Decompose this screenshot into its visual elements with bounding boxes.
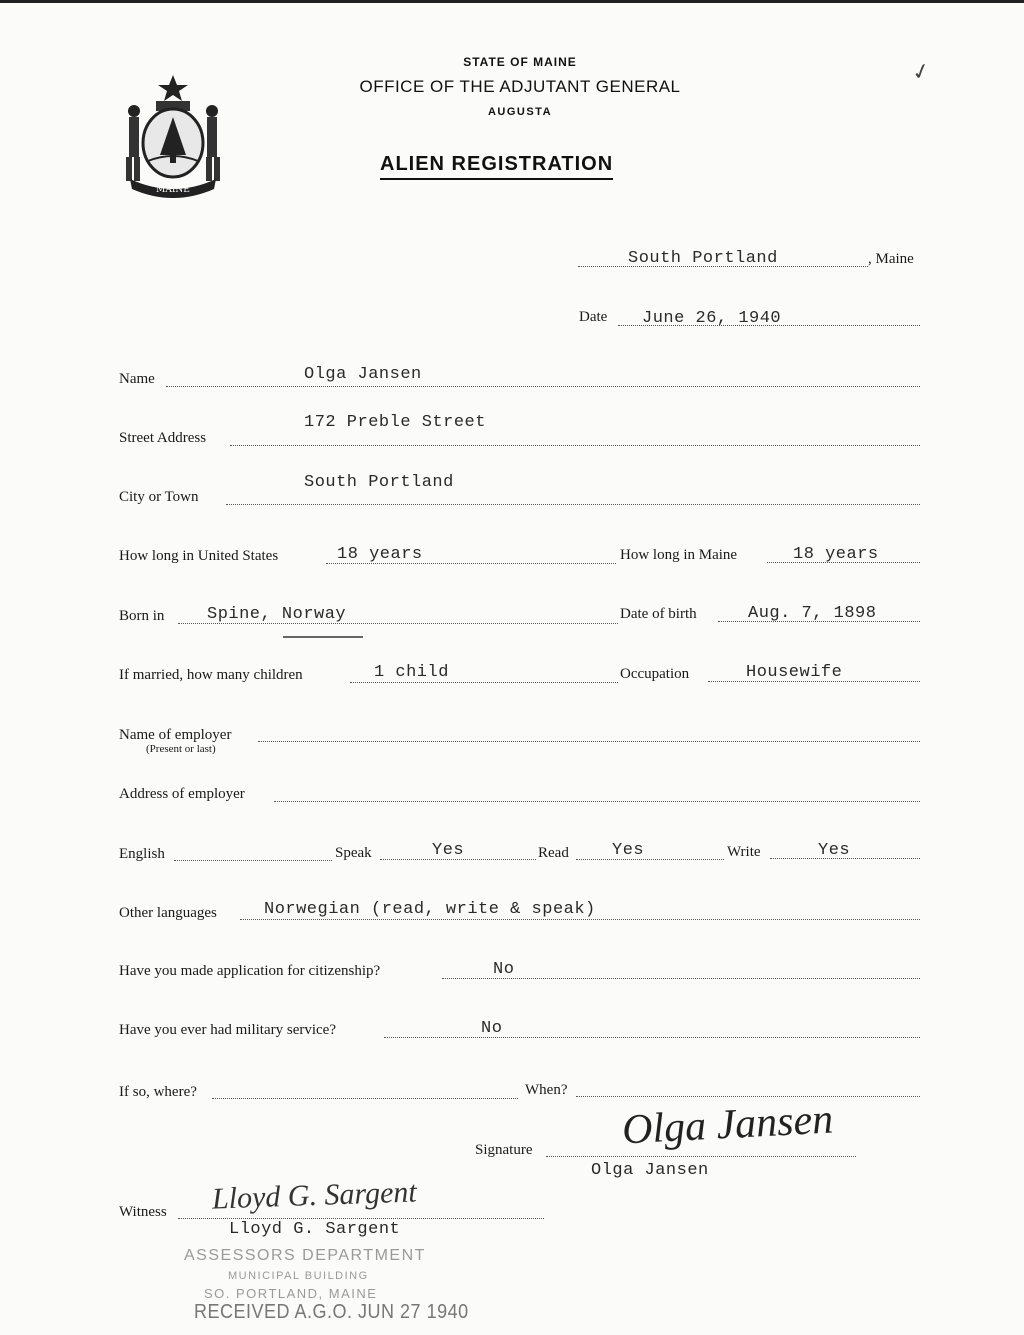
where-label: If so, where? — [119, 1084, 197, 1100]
us-duration-value: 18 years — [337, 545, 423, 564]
occupation-value: Housewife — [746, 663, 843, 682]
witness-typed: Lloyd G. Sargent — [229, 1220, 401, 1239]
signature-label: Signature — [475, 1142, 533, 1158]
children-label: If married, how many children — [119, 667, 303, 683]
dob-value: Aug. 7, 1898 — [748, 604, 877, 623]
write-value: Yes — [818, 841, 851, 860]
check-mark-icon: ✓ — [908, 57, 934, 86]
born-value: Spine, Norway — [207, 605, 347, 624]
underline-mark — [283, 636, 363, 638]
date-value: June 26, 1940 — [642, 309, 782, 328]
dob-label: Date of birth — [620, 606, 697, 622]
city-label: City or Town — [119, 489, 199, 505]
citizenship-label: Have you made application for citizenship? — [119, 963, 381, 979]
military-value: No — [481, 1019, 503, 1038]
street-label: Street Address — [119, 430, 207, 446]
military-label: Have you ever had military service? — [119, 1022, 336, 1038]
header-state: STATE OF MAINE — [463, 55, 577, 69]
speak-value: Yes — [432, 841, 465, 860]
maine-duration-label: How long in Maine — [620, 547, 738, 563]
date-label: Date — [579, 309, 608, 325]
other-languages-value: Norwegian (read, write & speak) — [264, 900, 596, 919]
location-suffix: , Maine — [868, 251, 914, 267]
when-label: When? — [525, 1082, 568, 1098]
citizenship-value: No — [493, 960, 515, 979]
stamp-line-3: SO. PORTLAND, MAINE — [204, 1286, 378, 1301]
maine-duration-value: 18 years — [793, 545, 879, 564]
city-value: South Portland — [304, 473, 454, 492]
witness-handwritten: Lloyd G. Sargent — [211, 1175, 418, 1216]
stamp-line-1: ASSESSORS DEPARTMENT — [184, 1247, 426, 1264]
street-value: 172 Preble Street — [304, 413, 486, 432]
location-value: South Portland — [628, 249, 778, 268]
header-office: OFFICE OF THE ADJUTANT GENERAL — [359, 77, 681, 96]
occupation-label: Occupation — [620, 666, 690, 682]
speak-label: Speak — [335, 845, 372, 861]
employer-sublabel: (Present or last) — [146, 743, 216, 755]
employer-label: Name of employer — [119, 727, 232, 743]
read-value: Yes — [612, 841, 645, 860]
header-city: AUGUSTA — [487, 106, 553, 118]
name-value: Olga Jansen — [304, 365, 422, 384]
seal-text: MAINE — [156, 185, 190, 195]
signature-handwritten: Olga Jansen — [620, 1096, 835, 1154]
english-label: English — [119, 846, 165, 862]
read-label: Read — [538, 845, 569, 861]
page-title: ALIEN REGISTRATION — [380, 153, 613, 180]
signature-typed: Olga Jansen — [591, 1161, 709, 1180]
born-label: Born in — [119, 608, 165, 624]
write-label: Write — [727, 844, 761, 860]
us-duration-label: How long in United States — [119, 548, 279, 564]
witness-label: Witness — [119, 1204, 167, 1220]
name-label: Name — [119, 371, 155, 387]
stamp-received: RECEIVED A.G.O. JUN 27 1940 — [194, 1299, 469, 1323]
stamp-line-2: MUNICIPAL BUILDING — [228, 1270, 369, 1282]
other-languages-label: Other languages — [119, 905, 217, 921]
employer-address-label: Address of employer — [119, 786, 245, 802]
children-value: 1 child — [374, 663, 449, 682]
